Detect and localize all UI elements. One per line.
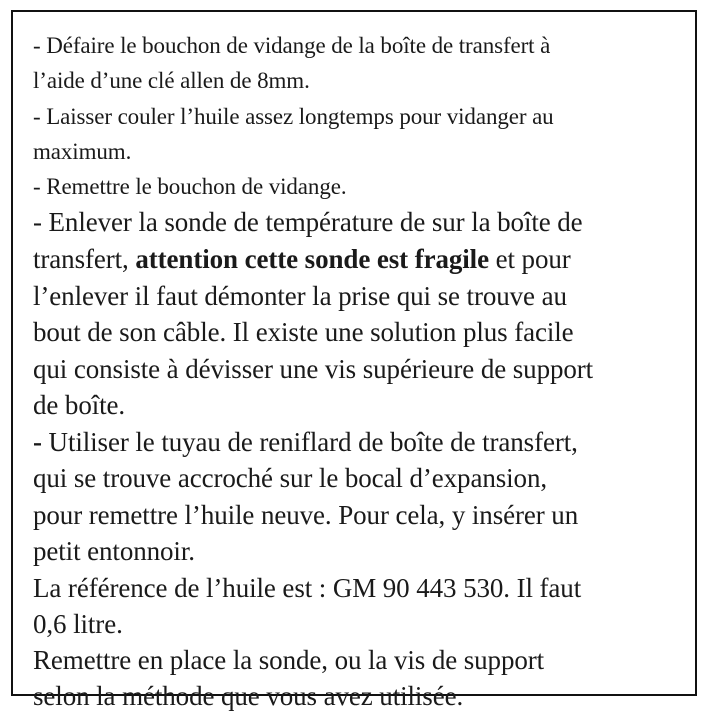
step2-line2: maximum. — [33, 139, 132, 164]
step5-line1-rest: Utiliser le tuyau de reniflard de boîte de transfert, — [41, 427, 578, 457]
step3-line1: - Remettre le bouchon de vidange. — [33, 174, 347, 199]
oil-reference-line2: 0,6 litre. — [33, 609, 123, 639]
fragile-warning: attention cette sonde est fragile — [135, 244, 489, 274]
step4-line5: qui consiste à dévisser une vis supérieure de support — [33, 354, 594, 384]
step1-line2: l’aide d’une clé allen de 8mm. — [33, 68, 310, 93]
step5-line4: petit entonnoir. — [33, 536, 195, 566]
step4-line2-before: transfert, — [33, 244, 136, 274]
final-line1: Remettre en place la sonde, ou la vis de support — [33, 645, 545, 675]
step5-dash: - — [33, 427, 42, 457]
step4-line1: - Enlever la sonde de température de sur la boîte de — [33, 207, 583, 237]
step4-line6: de boîte. — [33, 390, 126, 420]
step5-line3: pour remettre l’huile neuve. Pour cela, y insérer un — [33, 500, 579, 530]
oil-reference-line1: La référence de l’huile est : GM 90 443 530. Il faut — [33, 573, 582, 603]
step5-line2: qui se trouve accroché sur le bocal d’expansion, — [33, 463, 548, 493]
instruction-box — [11, 10, 697, 711]
step5-line1 — [33, 423, 578, 461]
final-line2: selon la méthode que vous avez utilisée. — [33, 681, 464, 711]
step2-line1: - Laisser couler l’huile assez longtemps pour vidanger au — [33, 104, 554, 129]
step4-line3: l’enlever il faut démonter la prise qui se trouve au — [33, 281, 567, 311]
step1-line1: - Défaire le bouchon de vidange de la boîte de transfert à — [33, 33, 551, 58]
step4-line2-after: et pour — [488, 244, 571, 274]
step4-line4: bout de son câble. Il existe une solution plus facile — [33, 317, 574, 347]
step4-line2 — [33, 240, 571, 278]
